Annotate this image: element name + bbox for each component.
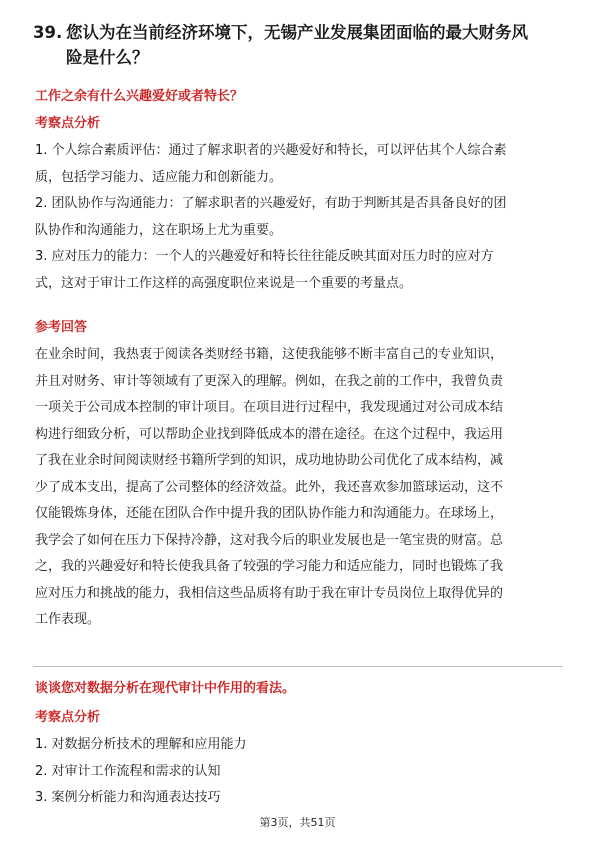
answer-line: 仅能锻炼身体，还能在团队合作中提升我的团队协作能力和沟通能力。在球场上， <box>35 506 504 521</box>
section2-analysis-label: 考察点分析 <box>35 710 101 725</box>
section1-point-line: 式，这对于审计工作这样的高强度职位来说是一个重要的考量点。 <box>35 275 413 291</box>
question-number: 39. <box>33 23 63 42</box>
section1-analysis-label: 考察点分析 <box>35 116 101 131</box>
section1-point-line: 队协作和沟通能力，这在职场上尤为重要。 <box>35 222 283 238</box>
section2-heading: 谈谈您对数据分析在现代审计中作用的看法。 <box>35 681 296 696</box>
answer-line: 之，我的兴趣爱好和特长使我具备了较强的学习能力和适应能力，同时也锻炼了我 <box>35 559 504 574</box>
section1-point-line: 质，包括学习能力、适应能力和创新能力。 <box>35 169 283 185</box>
answer-line: 在业余时间，我热衷于阅读各类财经书籍，这使我能够不断丰富自己的专业知识， <box>35 347 504 362</box>
answer-line: 了我在业余时间阅读财经书籍所学到的知识，成功地协助公司优化了成本结构，减 <box>35 453 504 468</box>
section1-point-line: 3. 应对压力的能力：一个人的兴趣爱好和特长往往能反映其面对压力时的应对方 <box>35 249 494 264</box>
question-text-line1: 您认为在当前经济环境下，无锡产业发展集团面临的最大财务风 <box>66 23 528 42</box>
section1-point-line: 1. 个人综合素质评估：通过了解求职者的兴趣爱好和特长，可以评估其个人综合素 <box>35 143 507 158</box>
answer-line: 工作表现。 <box>35 612 101 627</box>
section-divider <box>33 666 563 667</box>
section1-answer <box>35 342 563 634</box>
answer-line: 一项关于公司成本控制的审计项目。在项目进行过程中，我发现通过对公司成本结 <box>35 400 504 415</box>
page-footer: 第3页，共51页 <box>259 816 336 829</box>
section1-heading: 工作之余有什么兴趣爱好或者特长？ <box>35 89 244 104</box>
answer-line: 构进行细致分析，可以帮助企业找到降低成本的潜在途径。在这个过程中，我运用 <box>35 426 504 442</box>
answer-line: 少了成本支出，提高了公司整体的经济效益。此外，我还喜欢参加篮球运动，这不 <box>35 479 504 495</box>
section2-point-line: 2. 对审计工作流程和需求的认知 <box>35 763 221 779</box>
answer-line: 我学会了如何在压力下保持冷静，这对我今后的职业发展也是一笔宝贵的财富。总 <box>35 532 504 548</box>
question-text-line2: 险是什么？ <box>66 48 149 67</box>
section2-points <box>35 732 563 812</box>
answer-line: 并且对财务、审计等领域有了更深入的理解。例如，在我之前的工作中，我曾负责 <box>35 373 504 389</box>
question-title <box>33 20 563 70</box>
answer-line: 应对压力和挑战的能力，我相信这些品质将有助于我在审计专员岗位上取得优异的 <box>35 585 504 601</box>
section2-point-line: 3. 案例分析能力和沟通表达技巧 <box>35 790 221 805</box>
section1-answer-label: 参考回答 <box>35 320 88 335</box>
section1-point-line: 2. 团队协作与沟通能力：了解求职者的兴趣爱好，有助于判断其是否具备良好的团 <box>35 196 507 211</box>
section2-point-line: 1. 对数据分析技术的理解和应用能力 <box>35 737 247 752</box>
section1-points <box>35 138 563 297</box>
